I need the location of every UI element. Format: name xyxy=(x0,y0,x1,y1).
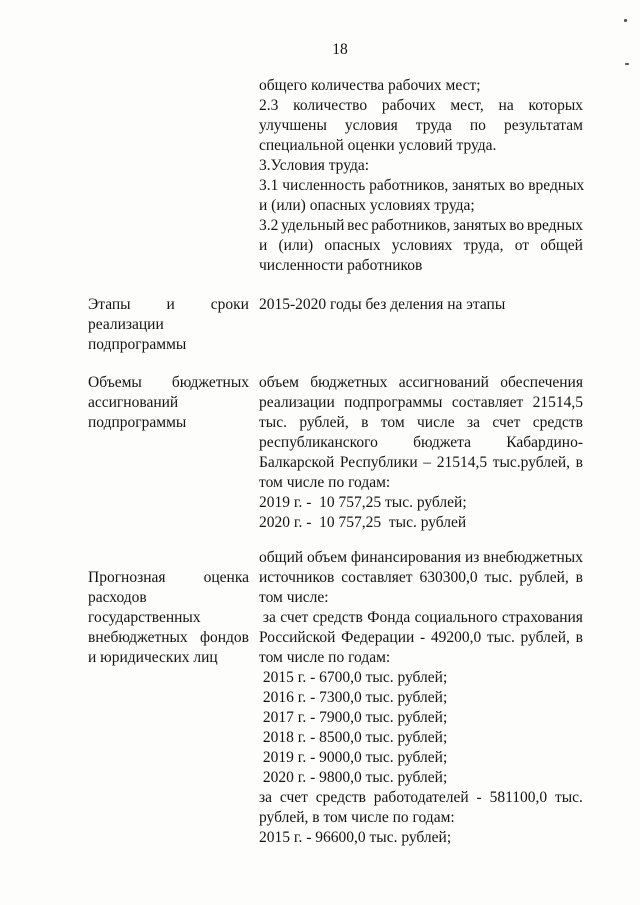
word: (или) xyxy=(278,237,314,254)
text-line xyxy=(88,628,249,647)
word: социального xyxy=(414,609,498,626)
word: рублей, xyxy=(519,569,569,586)
word: условиях xyxy=(391,237,453,254)
text-line xyxy=(259,748,447,767)
word: работодателей xyxy=(373,789,469,806)
text-line xyxy=(259,196,475,215)
word: средств xyxy=(315,789,366,806)
word: мест, xyxy=(450,97,484,114)
word: объем xyxy=(259,374,299,391)
word: реализации xyxy=(88,316,164,333)
word: счет xyxy=(279,789,308,806)
word: тыс.рублей, xyxy=(492,454,571,471)
word: источников xyxy=(259,569,335,586)
word: расходов xyxy=(88,589,147,606)
word: за xyxy=(259,789,273,806)
text-line xyxy=(259,433,583,452)
text-line xyxy=(259,688,447,707)
word: 2017 г. - 7900,0 тыс. рублей; xyxy=(259,709,448,726)
word: бюджета xyxy=(413,434,471,451)
word: 2018 г. - 8500,0 тыс. рублей; xyxy=(259,729,448,746)
word: страхования xyxy=(501,609,583,626)
text-line xyxy=(259,828,451,847)
text-line xyxy=(259,473,390,492)
word: за xyxy=(259,609,276,626)
word: 21514,5 xyxy=(436,454,488,471)
word: и xyxy=(166,296,175,313)
text-line xyxy=(259,393,583,412)
text-line xyxy=(88,373,249,392)
word: которых xyxy=(528,97,583,114)
text-line xyxy=(259,513,466,532)
word: количество xyxy=(293,97,368,114)
word: оценка xyxy=(203,569,249,586)
word: общий xyxy=(259,549,304,566)
text-line xyxy=(259,648,390,667)
word: работников, xyxy=(371,217,451,234)
word: - xyxy=(419,629,426,646)
text-line xyxy=(259,216,583,235)
text-line xyxy=(259,493,467,512)
word: объем xyxy=(307,549,348,566)
word: 2015-2020 годы без деления на этапы xyxy=(259,296,506,313)
text-line xyxy=(259,788,583,807)
text-line xyxy=(88,648,218,667)
word: финансирования xyxy=(350,549,462,566)
word: тыс. xyxy=(484,569,513,586)
word: обеспечения xyxy=(500,374,583,391)
word: удельный xyxy=(281,217,345,234)
text-line xyxy=(88,588,147,607)
word: рублей, xyxy=(520,629,570,646)
word: труда xyxy=(415,117,452,134)
word: – xyxy=(423,454,432,471)
word: 581100,0 xyxy=(489,789,548,806)
text-line xyxy=(259,373,583,392)
text-line xyxy=(259,236,583,255)
word: том числе по годам: xyxy=(259,649,391,666)
text-line xyxy=(259,668,447,687)
word: республиканского xyxy=(259,434,378,451)
text-line xyxy=(259,808,455,827)
word: внебюджетных xyxy=(483,549,583,566)
word: средств xyxy=(532,414,583,431)
word: числе xyxy=(417,414,455,431)
word: реализации xyxy=(259,394,335,411)
text-line xyxy=(259,568,583,587)
word: численности работников xyxy=(259,257,423,274)
word: улучшены xyxy=(259,117,327,134)
text-line xyxy=(259,608,583,627)
word: условия xyxy=(344,117,398,134)
word: результатам xyxy=(503,117,583,134)
word: специальной оценки условий труда. xyxy=(259,137,497,154)
word: Объемы xyxy=(88,374,142,391)
word: вес xyxy=(347,217,369,234)
word: 2020 г. - 9800,0 тыс. рублей; xyxy=(259,769,448,786)
word: 2015 г. - 96600,0 тыс. рублей; xyxy=(259,829,452,846)
word: тыс. xyxy=(554,789,583,806)
word: 2019 г. - 10 757,25 тыс. рублей; xyxy=(259,494,467,511)
text-line xyxy=(88,295,249,314)
text-line xyxy=(259,96,583,115)
word: Республики xyxy=(339,454,418,471)
word: и (или) опасных условиях труда; xyxy=(259,197,475,214)
word: Федерации xyxy=(341,629,415,646)
word: Российской xyxy=(259,629,336,646)
word: том числе: xyxy=(259,589,329,606)
word: средств xyxy=(312,609,363,626)
word: в xyxy=(575,629,583,646)
text-line xyxy=(259,76,481,95)
word: - xyxy=(476,789,482,806)
text-line xyxy=(259,116,583,135)
text-line xyxy=(259,453,583,472)
scan-mark xyxy=(624,19,627,22)
word: бюджетных xyxy=(310,374,388,391)
word: рабочих xyxy=(381,97,436,114)
word: счет xyxy=(492,414,521,431)
text-line xyxy=(88,608,201,627)
word: подпрограммы xyxy=(88,336,187,353)
word: и юридических лиц xyxy=(88,649,218,666)
word: 2016 г. - 7300,0 тыс. рублей; xyxy=(259,689,448,706)
word: подпрограммы xyxy=(88,414,187,431)
text-line xyxy=(259,628,583,647)
word: 2015 г. - 6700,0 тыс. рублей; xyxy=(259,669,448,686)
word: 2019 г. - 9000,0 тыс. рублей; xyxy=(259,749,448,766)
word: том xyxy=(380,414,405,431)
word: в xyxy=(575,454,583,471)
word: фондов xyxy=(199,629,249,646)
text-line xyxy=(259,708,447,727)
text-line xyxy=(259,256,422,275)
word: вредных xyxy=(526,217,583,234)
word: Этапы xyxy=(88,296,131,313)
text-line xyxy=(259,156,369,175)
word: ассигнований xyxy=(88,394,179,411)
word: 49200,0 xyxy=(430,629,482,646)
word: том числе по годам: xyxy=(259,474,391,491)
word: 3.2 xyxy=(259,217,279,234)
word: рублей, в том числе по годам: xyxy=(259,809,455,826)
word: занятых xyxy=(453,217,507,234)
word: по xyxy=(469,117,486,134)
word: подпрограммы xyxy=(344,394,443,411)
word: труда, xyxy=(463,237,504,254)
word: 3.1 численность работников, занятых во вредных xyxy=(259,177,585,194)
word: общего количества рабочих мест; xyxy=(259,77,481,94)
text-line xyxy=(88,568,249,587)
text-line xyxy=(259,548,583,567)
text-line xyxy=(88,413,186,432)
word: рублей, xyxy=(299,414,349,431)
word: Балкарской xyxy=(259,454,335,471)
text-line xyxy=(259,136,496,155)
word: 2020 г. - 10 757,25 тыс. рублей xyxy=(259,514,467,531)
word: 2.3 xyxy=(259,97,279,114)
text-line xyxy=(88,393,178,412)
word: составляет xyxy=(341,569,413,586)
word: тыс. xyxy=(259,414,287,431)
word: сроки xyxy=(210,296,249,313)
word: 21514,5 xyxy=(532,394,583,411)
word: тыс. xyxy=(486,629,515,646)
text-line xyxy=(88,315,164,334)
word: за xyxy=(466,414,480,431)
word: ассигнований xyxy=(398,374,489,391)
text-line xyxy=(259,176,584,195)
word: опасных xyxy=(324,237,381,254)
word: Прогнозная xyxy=(88,569,166,586)
page-number: 18 xyxy=(332,41,348,58)
scan-mark xyxy=(625,63,629,65)
word: и xyxy=(259,237,268,254)
word: в xyxy=(575,569,583,586)
word: от xyxy=(514,237,530,254)
word: 3.Условия труда: xyxy=(259,157,370,174)
text-line xyxy=(259,413,583,432)
word: составляет xyxy=(451,394,524,411)
text-line xyxy=(259,768,447,787)
word: счет xyxy=(280,609,309,626)
word: Кабардино- xyxy=(506,434,583,451)
word: в xyxy=(361,414,369,431)
word: бюджетных xyxy=(171,374,249,391)
word: государственных xyxy=(88,609,201,626)
word: во xyxy=(509,217,525,234)
word: Фонда xyxy=(367,609,411,626)
word: внебюджетных xyxy=(88,629,188,646)
text-line xyxy=(259,295,505,314)
text-line xyxy=(259,728,447,747)
word: 630300,0 xyxy=(419,569,478,586)
text-line xyxy=(88,335,186,354)
word: на xyxy=(498,97,514,114)
word: из xyxy=(464,549,480,566)
word: общей xyxy=(540,237,583,254)
text-line xyxy=(259,588,329,607)
